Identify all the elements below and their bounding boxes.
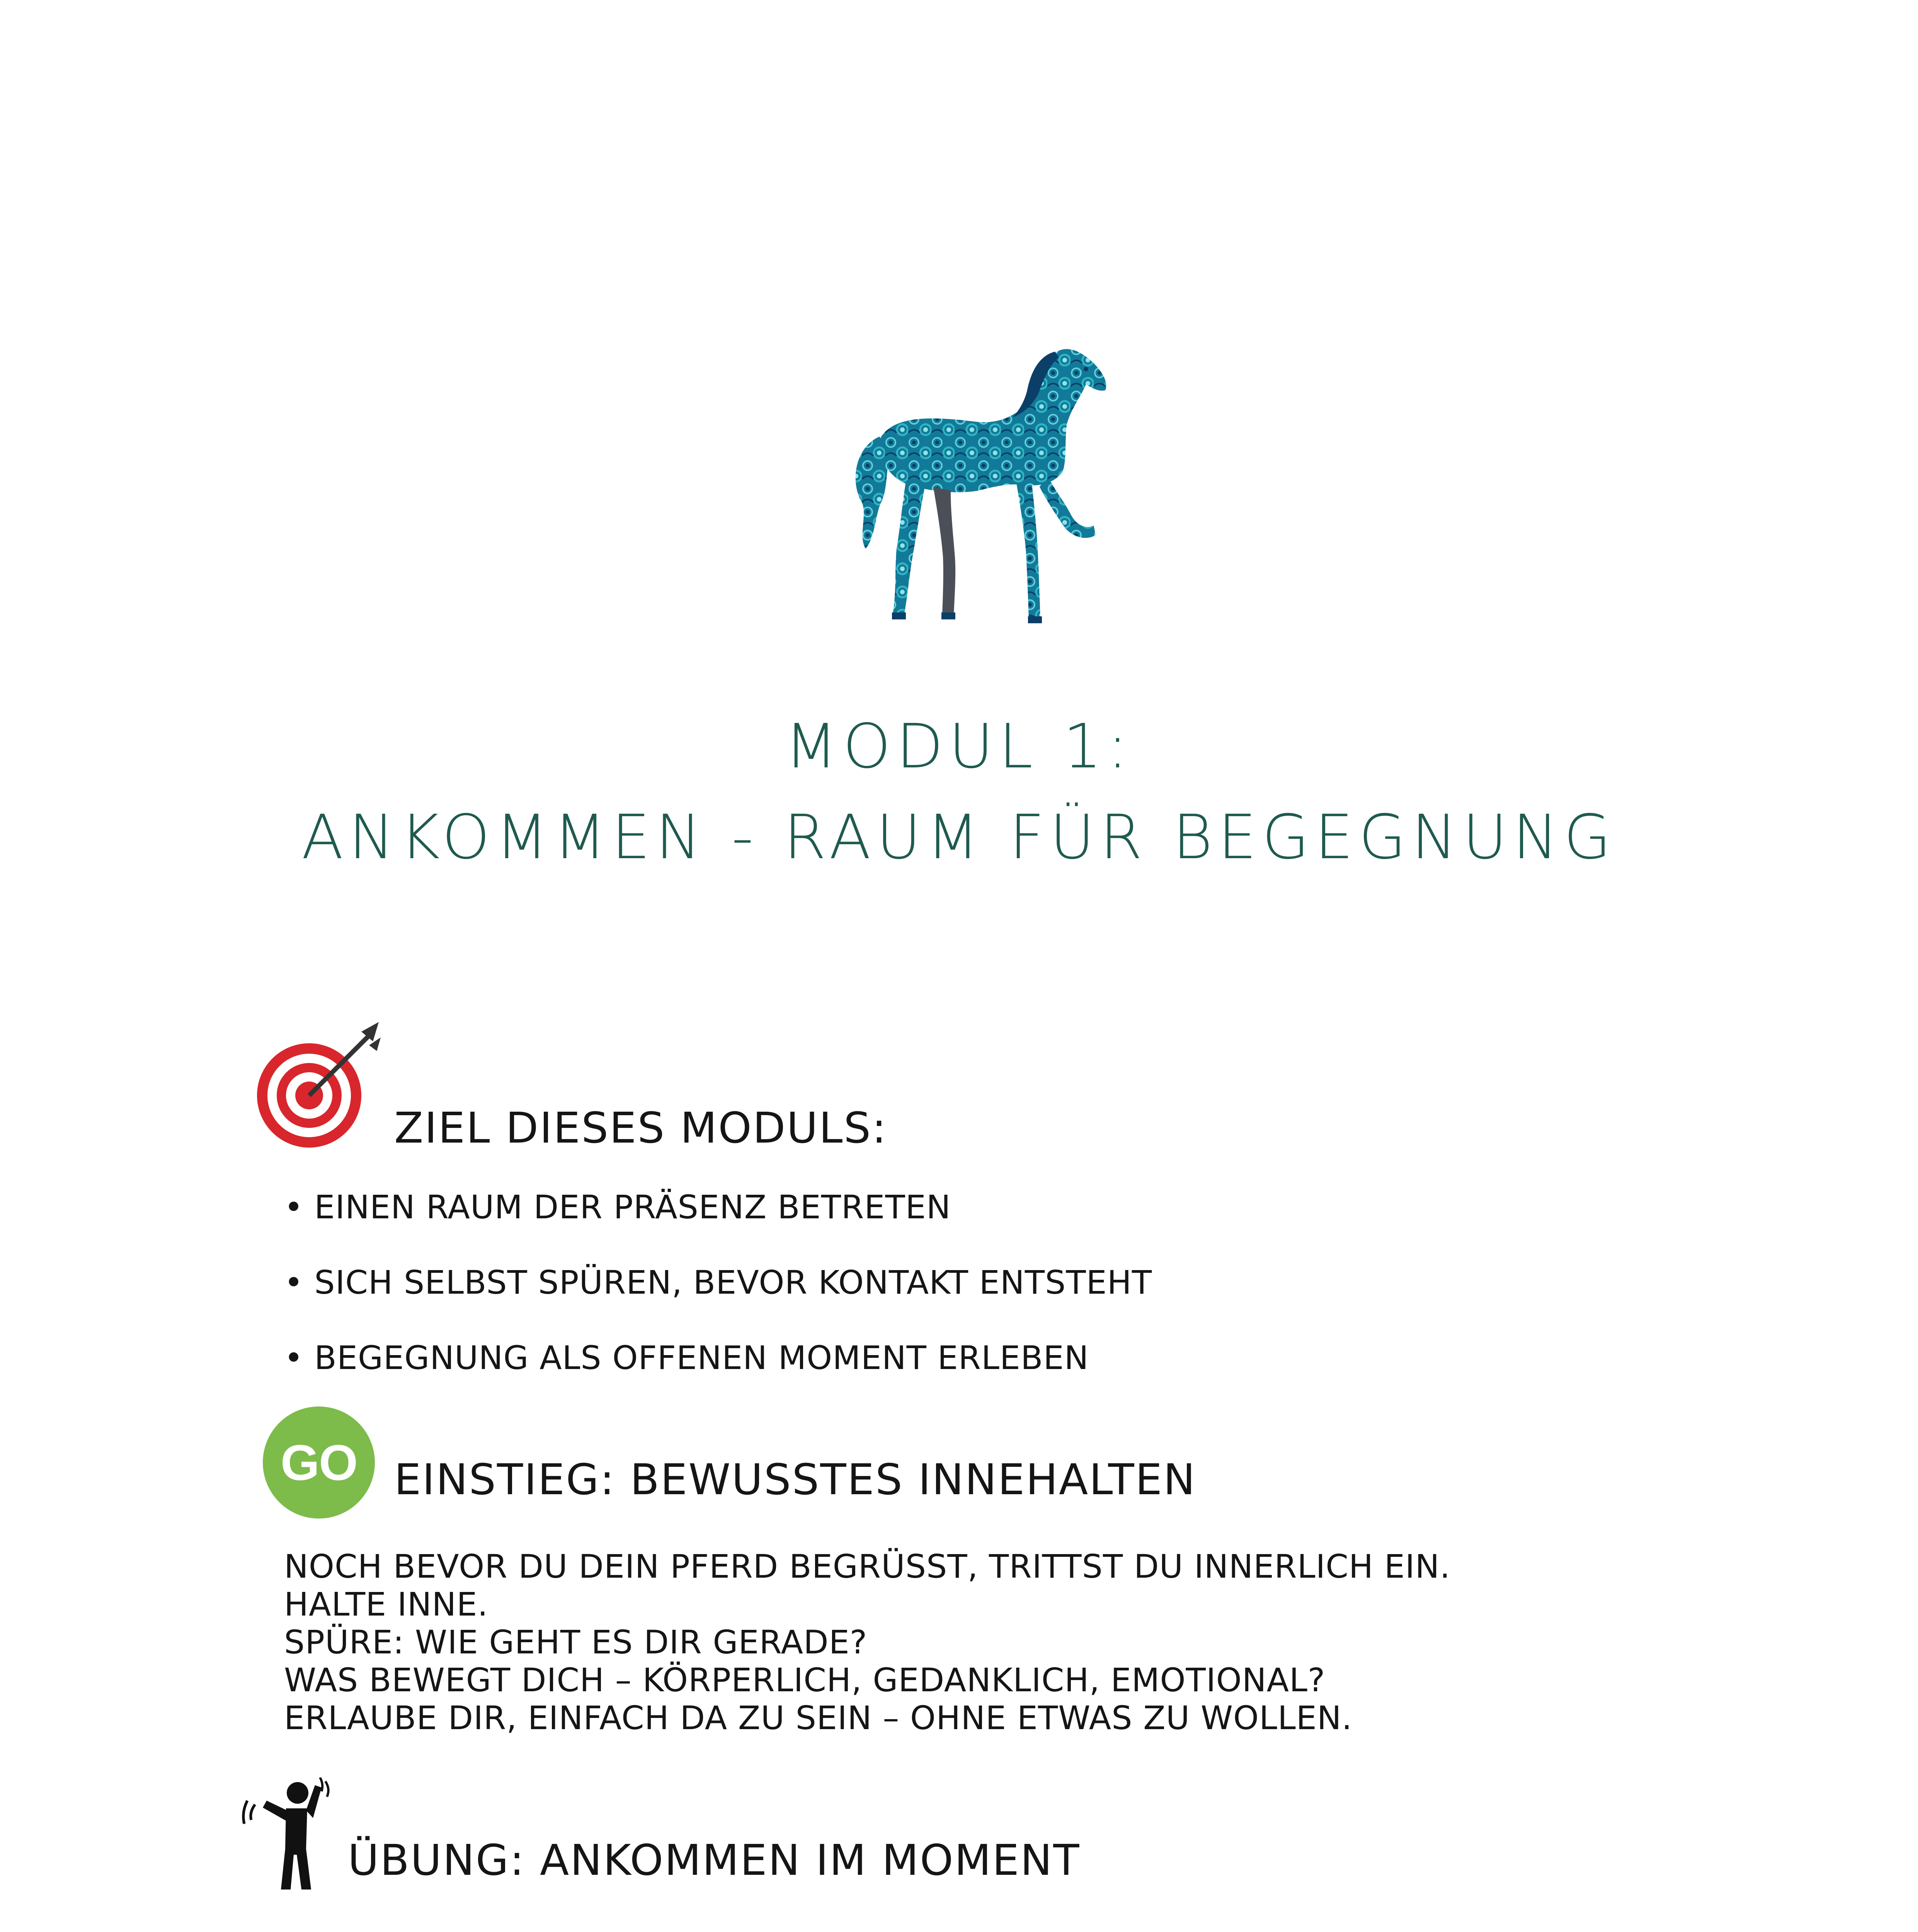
go-badge-text: GO [280,1434,357,1491]
einstieg-line: WAS BEWEGT DICH – KÖRPERLICH, GEDANKLICH, EMOTIONAL? [284,1661,1326,1699]
go-icon [263,1406,375,1519]
person-waving-icon [240,1777,332,1893]
ziel-bullet-1: • EINEN RAUM DER PRÄSENZ BETRETEN [284,1188,951,1226]
uebung-heading: ÜBUNG: ANKOMMEN IM MOMENT [348,1835,1081,1885]
einstieg-text [284,1548,1450,1737]
einstieg-line: HALTE INNE. [284,1585,488,1623]
einstieg-line: NOCH BEVOR DU DEIN PFERD BEGRÜSST, TRITTST DU INNERLICH EIN. [284,1548,1451,1585]
ziel-bullet-3: • BEGEGNUNG ALS OFFENEN MOMENT ERLEBEN [284,1339,1089,1377]
ziel-bullet-2: • SICH SELBST SPÜREN, BEVOR KONTAKT ENTSTEHT [284,1264,1152,1301]
einstieg-line: ERLAUBE DIR, EINFACH DA ZU SEIN – OHNE ETWAS ZU WOLLEN. [284,1699,1353,1737]
target-icon [253,1020,385,1151]
horse-illustration [839,321,1117,653]
ziel-heading: ZIEL DIESES MODULS: [394,1103,888,1153]
einstieg-heading: EINSTIEG: BEWUSSTES INNEHALTEN [394,1455,1196,1504]
einstieg-line: SPÜRE: WIE GEHT ES DIR GERADE? [284,1623,868,1661]
module-title-line-2: ANKOMMEN - RAUM FÜR BEGEGNUNG [301,802,1617,873]
module-title-line-1: MODUL 1: [785,711,1133,782]
